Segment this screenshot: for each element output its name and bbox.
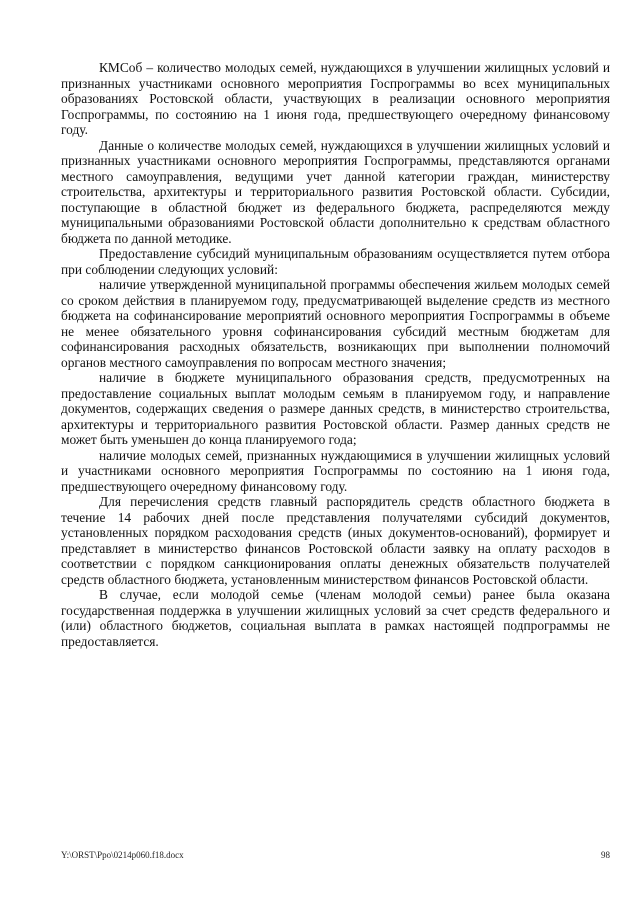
footer-file-path: Y:\ORST\Ppo\0214p060.f18.docx (61, 850, 184, 860)
paragraph-young-families-data: Данные о количестве молодых семей, нуждающихся в улучшении жилищных условий и признанных участниками основного мероприятия Госпрограммы, представляются органами местного самоуправления, ведущими учет данной категории граждан, министерству строительства, архитектуры и территориального развития Ростовской области. Субсидии, поступающие в областной бюджет из федерального бюджета, распределяются между муниципальными образованиями Ростовской области дополнительно к средствам областного бюджета по данной методике. (61, 137, 610, 246)
paragraph-subsidy-conditions-intro: Предоставление субсидий муниципальным образованиям осуществляется путем отбора при соблюдении следующих условий: (61, 246, 610, 277)
paragraph-transfer-procedure: Для перечисления средств главный распорядитель средств областного бюджета в течение 14 рабочих дней после представления получателями субсидий документов, установленных порядком расходования средств (иных документов-оснований), формирует и представляет в министерство финансов Ростовской области заявку на оплату расходов в соответствии с порядком санкционирования оплаты денежных обязательств получателей средств областного бюджета, установленным министерством финансов Ростовской области. (61, 494, 610, 587)
page-footer (61, 850, 610, 860)
footer-page-number: 98 (601, 850, 610, 860)
condition-budget-funds: наличие в бюджете муниципального образования средств, предусмотренных на предоставление социальных выплат молодым семьям в планируемом году, и направление документов, содержащих сведения о размере данных средств, в министерство строительства, архитектуры и территориального развития Ростовской области. Размер данных средств не может быть уменьшен до конца планируемого года; (61, 370, 610, 447)
paragraph-kmsob-definition: КМСоб – количество молодых семей, нуждающихся в улучшении жилищных условий и признанных участниками основного мероприятия Госпрограммы во всех муниципальных образованиях Ростовской области, участвующих в реализации основного мероприятия Госпрограммы, по состоянию на 1 июня года, предшествующего очередному финансовому году. (61, 60, 610, 137)
condition-municipal-program: наличие утвержденной муниципальной программы обеспечения жильем молодых семей со сроком действия в планируемом году, предусматривающей выделение средств из местного бюджета на софинансирование мероприятий основного мероприятия Госпрограммы в объеме не менее обязательного уровня софинансирования субсидий местным бюджетам для софинансирования расходных обязательств, возникающих при выполнении полномочий органов местного самоуправления по вопросам местного значения; (61, 277, 610, 370)
document-page (61, 60, 610, 649)
condition-recognized-families: наличие молодых семей, признанных нуждающимися в улучшении жилищных условий и участниками основного мероприятия Госпрограммы по состоянию на 1 июня года, предшествующего очередному финансовому году. (61, 447, 610, 494)
paragraph-prior-support: В случае, если молодой семье (членам молодой семьи) ранее была оказана государственная поддержка в улучшении жилищных условий за счет средств федерального и (или) областного бюджетов, социальная выплата в рамках настоящей подпрограммы не предоставляется. (61, 587, 610, 649)
